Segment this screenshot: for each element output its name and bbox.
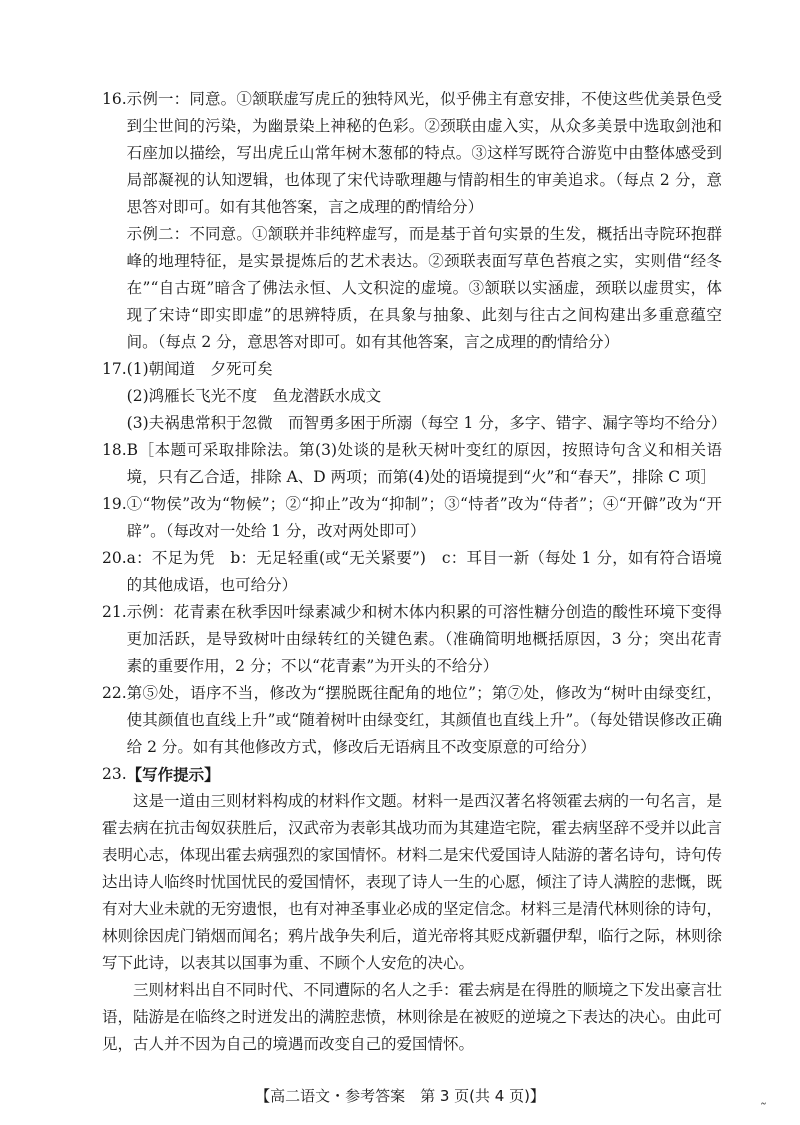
answer-22 (102, 680, 722, 761)
question-number: 20. (102, 549, 127, 567)
answer-text: ①“物侯”改为“物候”；②“抑止”改为“抑制”；③“恃者”改为“侍者”；④“开僻”改为“开辟”。（每改对一处给 1 分，改对两处即可） (126, 495, 722, 540)
answer-18 (102, 437, 722, 491)
answer-body (127, 680, 722, 761)
answer-line: (1)朝闻道 夕死可矣 (126, 360, 273, 378)
answer-17 (102, 356, 727, 437)
answer-21 (102, 599, 722, 680)
answer-16 (102, 86, 722, 356)
answer-text: 第⑤处，语序不当，修改为“摆脱既往配角的地位”；第⑦处，修改为“树叶由绿变红，使其颜值也直线上升”或“随着树叶由绿变红，其颜值也直线上升”。（每处错误修改正确给 2 分。如有其他修改方式，修改后无语病且不改变原意的可给分） (126, 684, 722, 756)
answer-page (102, 86, 727, 1058)
question-number: 19. (102, 495, 127, 513)
example-one-paragraph: 示例一：同意。①颔联虚写虎丘的独特风光，似乎佛主有意安排，不使这些优美景色受到尘世间的污染，为幽景染上神秘的色彩。②颈联由虚入实，从众多美景中选取剑池和石座加以描绘，写出虎丘山常年树木葱郁的特点。③这样写既符合游览中由整体感受到局部凝视的认知逻辑，也体现了宋代诗歌理趣与情韵相生的审美追求。（每点 2 分，意思答对即可。如有其他答案，言之成理的酌情给分） (126, 90, 722, 216)
answer-line: (3)夫祸患常积于忽微 而智勇多困于所溺（每空 1 分，多字、错字、漏字等均不给分） (126, 414, 727, 432)
writing-tips-paragraph: 三则材料出自不同时代、不同遭际的名人之手：霍去病是在得胜的顺境之下发出豪言壮语，陆游是在临终之时迸发出的满腔悲愤，林则徐是在被贬的逆境之下表达的决心。由此可见，古人并不因为自己的境遇而改变自己的爱国情怀。 (102, 981, 723, 1053)
answer-20 (102, 545, 722, 599)
question-number: 21. (102, 603, 127, 621)
page-footer: 【高二语文・参考答案 第 3 页(共 4 页)】 (255, 1087, 545, 1105)
answer-line: (2)鸿雁长飞光不度 鱼龙潜跃水成文 (126, 387, 382, 405)
question-number: 16. (102, 90, 127, 108)
answer-body (127, 545, 722, 599)
writing-tips-heading: 【写作提示】 (126, 765, 220, 784)
answer-23 (102, 761, 722, 788)
answer-body (127, 599, 722, 680)
answer-19 (102, 491, 722, 545)
question-number: 18. (102, 441, 127, 459)
answer-text: B［本题可采取排除法。第(3)处谈的是秋天树叶变红的原因，按照诗句含义和相关语境，只有乙合适，排除 A、D 两项；而第(4)处的语境提到“火”和“春天”，排除 C 项］ (126, 441, 722, 486)
answer-body (127, 491, 722, 545)
example-two-paragraph: 示例二：不同意。①颔联并非纯粹虚写，而是基于首句实景的生发，概括出寺院环抱群峰的地理特征，是实景提炼后的艺术表达。②颈联表面写草色苔痕之实，实则借“经冬在”“自古斑”暗含了佛法永恒、人文积淀的虚境。③颔联以实涵虚，颈联以虚贯实，体现了宋诗“即实即虚”的思辨特质，在具象与抽象、此刻与往古之间构建出多重意蕴空间。（每点 2 分，意思答对即可。如有其他答案，言之成理的酌情给分） (126, 225, 722, 351)
corner-mark: ˷ (760, 1090, 767, 1106)
writing-tips-paragraph: 这是一道由三则材料构成的材料作文题。材料一是西汉著名将领霍去病的一句名言，是霍去病在抗击匈奴获胜后，汉武帝为表彰其战功而为其建造宅院，霍去病坚辞不受并以此言表明心志，体现出霍去病强烈的家国情怀。材料二是宋代爱国诗人陆游的著名诗句，诗句传达出诗人临终时忧国忧民的爱国情怀，表现了诗人一生的心愿，倾注了诗人满腔的悲慨，既有对大业未就的无穷遗恨，也有对神圣事业必成的坚定信念。材料三是清代林则徐的诗句，林则徐因虎门销烟而闻名；鸦片战争失利后，道光帝将其贬戍新疆伊犁，临行之际，林则徐写下此诗，以表其以国事为重、不顾个人安危的决心。 (102, 792, 723, 972)
answer-body (126, 356, 727, 437)
answer-body (127, 761, 722, 788)
question-number: 23. (102, 765, 127, 783)
question-number: 22. (102, 684, 127, 702)
question-number: 17. (102, 360, 127, 378)
answer-text: 示例：花青素在秋季因叶绿素减少和树木体内积累的可溶性糖分创造的酸性环境下变得更加活跃，是导致树叶由绿转红的关键色素。（准确简明地概括原因，3 分；突出花青素的重要作用，2 分；不以“花青素”为开头的不给分） (126, 603, 722, 675)
answer-text: a：不足为凭 b：无足轻重(或“无关紧要”) c：耳目一新（每处 1 分，如有符合语境的其他成语，也可给分） (126, 549, 722, 594)
answer-body (127, 86, 722, 356)
answer-body (127, 437, 722, 491)
